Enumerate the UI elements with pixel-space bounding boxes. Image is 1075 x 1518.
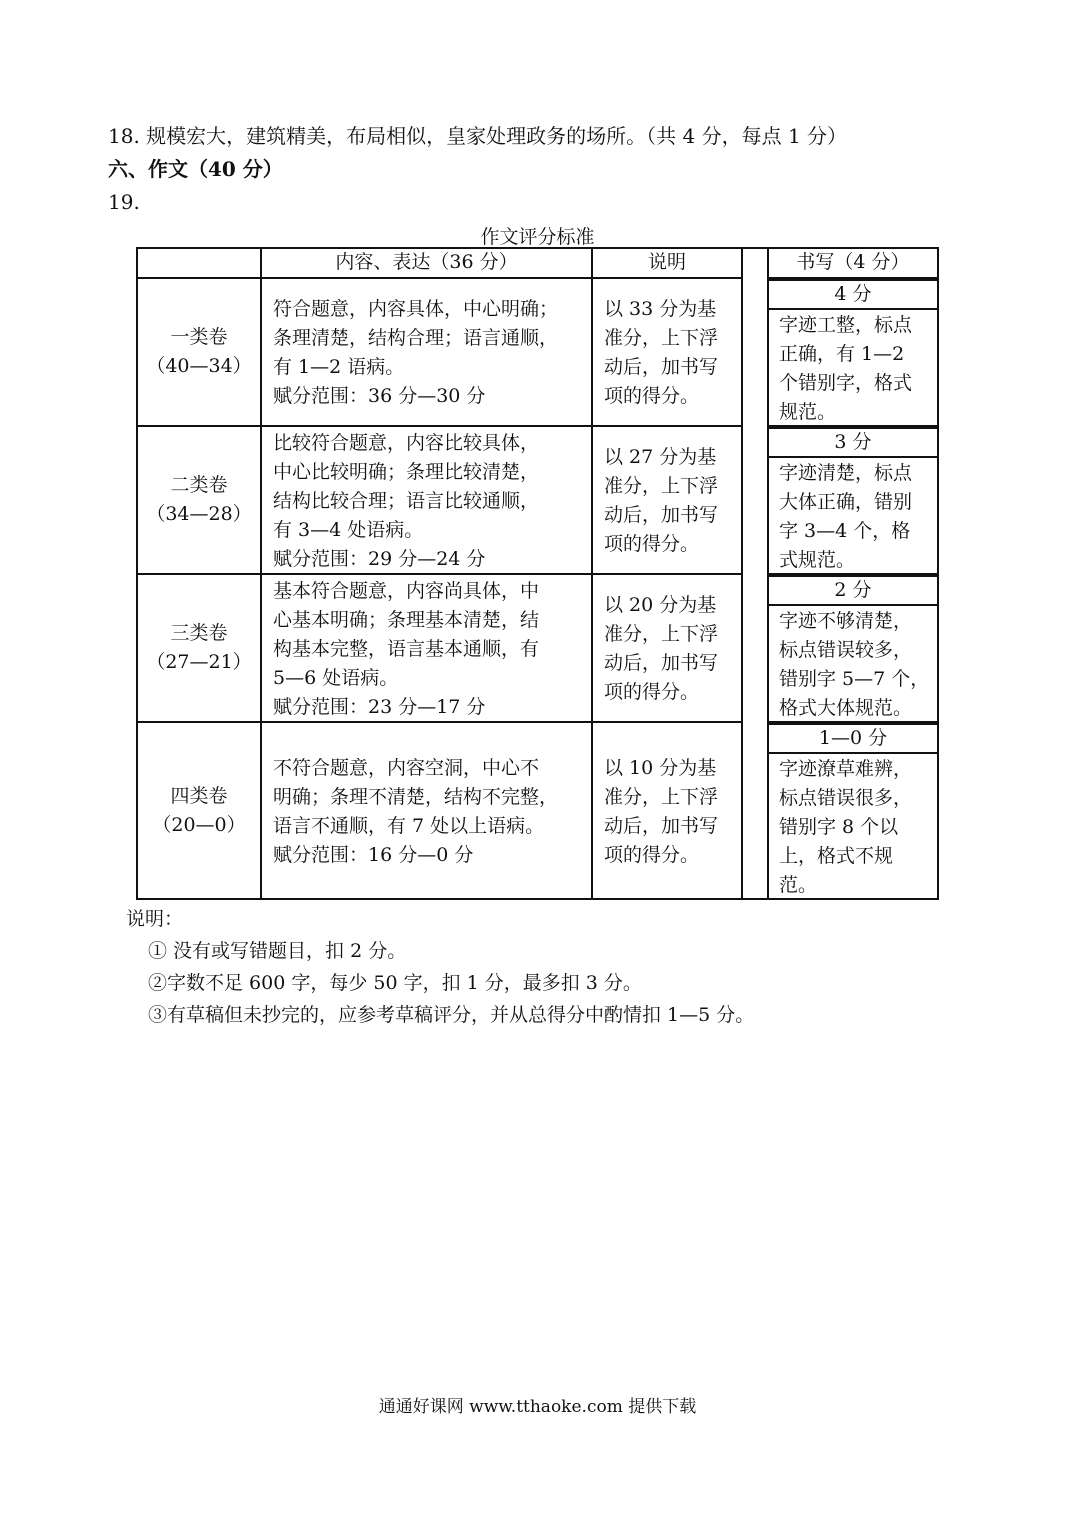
table-title: 作文评分标准	[480, 226, 595, 248]
writing-line: 标点错误很多，	[779, 787, 913, 809]
writing-line: 规范。	[779, 401, 837, 423]
note-line: 以 33 分为基	[604, 298, 717, 320]
note-line: 以 20 分为基	[604, 594, 717, 616]
row-2-note	[591, 425, 743, 575]
row-3-content	[260, 573, 593, 723]
note-line: 动后，加书写	[604, 504, 719, 526]
content-line: 结构比较合理；语言比较通顺，	[273, 489, 540, 512]
row-2-category	[136, 425, 262, 575]
row-2-writing	[767, 456, 939, 575]
note-line: 以 10 分为基	[604, 756, 717, 779]
category-range: （34—28）	[146, 503, 252, 525]
row-4-writing	[767, 752, 939, 900]
row-2-writing-score: 3 分	[767, 427, 939, 458]
writing-line: 字迹清楚，标点	[779, 462, 913, 484]
note-item: ① 没有或写错题目，扣 2 分。	[148, 940, 407, 962]
note-line: 动后，加书写	[604, 652, 719, 674]
content-line: 不符合题意，内容空洞，中心不	[273, 756, 540, 779]
note-line: 动后，加书写	[604, 356, 719, 378]
category-range: （20—0）	[152, 813, 246, 836]
row-3-writing-score: 2 分	[767, 575, 939, 606]
writing-line: 标点错误较多，	[779, 639, 913, 661]
header-note: 说明	[591, 247, 743, 279]
writing-line: 个错别字，格式	[779, 372, 913, 394]
content-line: 比较符合题意，内容比较具体，	[273, 431, 540, 454]
writing-line: 大体正确，错别	[779, 491, 913, 513]
category-range: （40—34）	[146, 355, 252, 377]
writing-line: 上，格式不规	[779, 845, 894, 867]
note-line: 项的得分。	[604, 843, 700, 866]
row-1-note	[591, 277, 743, 427]
category-label: 三类卷	[170, 622, 228, 644]
content-line: 心基本明确；条理基本清楚，结	[273, 608, 540, 631]
content-line: 赋分范围：36 分—30 分	[273, 385, 486, 407]
row-1-category	[136, 277, 262, 427]
content-line: 有 1—2 语病。	[273, 356, 405, 378]
note-line: 项的得分。	[604, 533, 700, 555]
writing-line: 范。	[779, 874, 818, 896]
row-3-category	[136, 573, 262, 723]
writing-line: 错别字 5—7 个，	[779, 668, 930, 690]
note-line: 项的得分。	[604, 385, 700, 407]
writing-line: 字迹工整，标点	[779, 314, 913, 336]
content-line: 明确；条理不清楚，结构不完整，	[273, 785, 559, 808]
content-line: 有 3—4 处语病。	[273, 518, 424, 541]
note-line: 动后，加书写	[604, 814, 719, 837]
content-line: 语言不通顺，有 7 处以上语病。	[273, 814, 545, 837]
writing-line: 格式大体规范。	[779, 697, 913, 719]
note-line: 以 27 分为基	[604, 446, 717, 468]
row-3-note	[591, 573, 743, 723]
content-line: 符合题意，内容具体，中心明确；	[273, 298, 559, 320]
header-writing: 书写（4 分）	[767, 247, 939, 279]
category-range: （27—21）	[146, 651, 252, 673]
separator-column	[741, 247, 769, 900]
question-19-label: 19.	[108, 190, 140, 214]
row-4-writing-score: 1—0 分	[767, 723, 939, 754]
content-line: 赋分范围：23 分—17 分	[273, 695, 486, 718]
writing-line: 字迹不够清楚，	[779, 610, 913, 632]
header-content: 内容、表达（36 分）	[260, 247, 593, 279]
row-3-writing	[767, 604, 939, 723]
content-line: 5—6 处语病。	[273, 666, 399, 689]
row-1-writing-score: 4 分	[767, 279, 939, 310]
writing-line: 式规范。	[779, 549, 856, 571]
category-label: 二类卷	[170, 474, 228, 496]
content-line: 赋分范围：16 分—0 分	[273, 843, 474, 866]
row-2-content	[260, 425, 593, 575]
content-line: 赋分范围：29 分—24 分	[273, 547, 486, 570]
content-line: 基本符合题意，内容尚具体，中	[273, 579, 540, 602]
writing-line: 正确，有 1—2	[779, 343, 905, 365]
content-line: 中心比较明确；条理比较清楚，	[273, 460, 540, 483]
writing-line: 字迹潦草难辨，	[779, 758, 913, 780]
category-label: 一类卷	[170, 326, 228, 348]
question-18-answer: 18. 规模宏大，建筑精美，布局相似，皇家处理政务的场所。（共 4 分，每点 1 分）	[108, 124, 848, 148]
note-line: 准分，上下浮	[604, 623, 719, 645]
row-4-note	[591, 721, 743, 900]
header-blank	[136, 247, 262, 279]
note-line: 准分，上下浮	[604, 475, 719, 497]
content-line: 条理清楚，结构合理；语言通顺，	[273, 327, 559, 349]
row-4-content	[260, 721, 593, 900]
section-6-heading: 六、作文（40 分）	[108, 157, 283, 181]
writing-line: 错别字 8 个以	[779, 816, 899, 838]
row-1-content	[260, 277, 593, 427]
writing-line: 字 3—4 个，格	[779, 520, 911, 542]
note-line: 项的得分。	[604, 681, 700, 703]
footer-text: 通通好课网 www.tthaoke.com 提供下载	[378, 1397, 697, 1417]
note-line: 准分，上下浮	[604, 327, 719, 349]
notes-title: 说明：	[126, 908, 184, 930]
row-4-category	[136, 721, 262, 900]
row-1-writing	[767, 308, 939, 427]
note-line: 准分，上下浮	[604, 785, 719, 808]
content-line: 构基本完整，语言基本通顺，有	[273, 637, 540, 660]
notes-section	[126, 903, 755, 1031]
category-label: 四类卷	[170, 784, 228, 807]
note-item: ②字数不足 600 字，每少 50 字，扣 1 分，最多扣 3 分。	[148, 972, 642, 994]
note-item: ③有草稿但未抄完的，应参考草稿评分，并从总得分中酌情扣 1—5 分。	[148, 1004, 755, 1026]
